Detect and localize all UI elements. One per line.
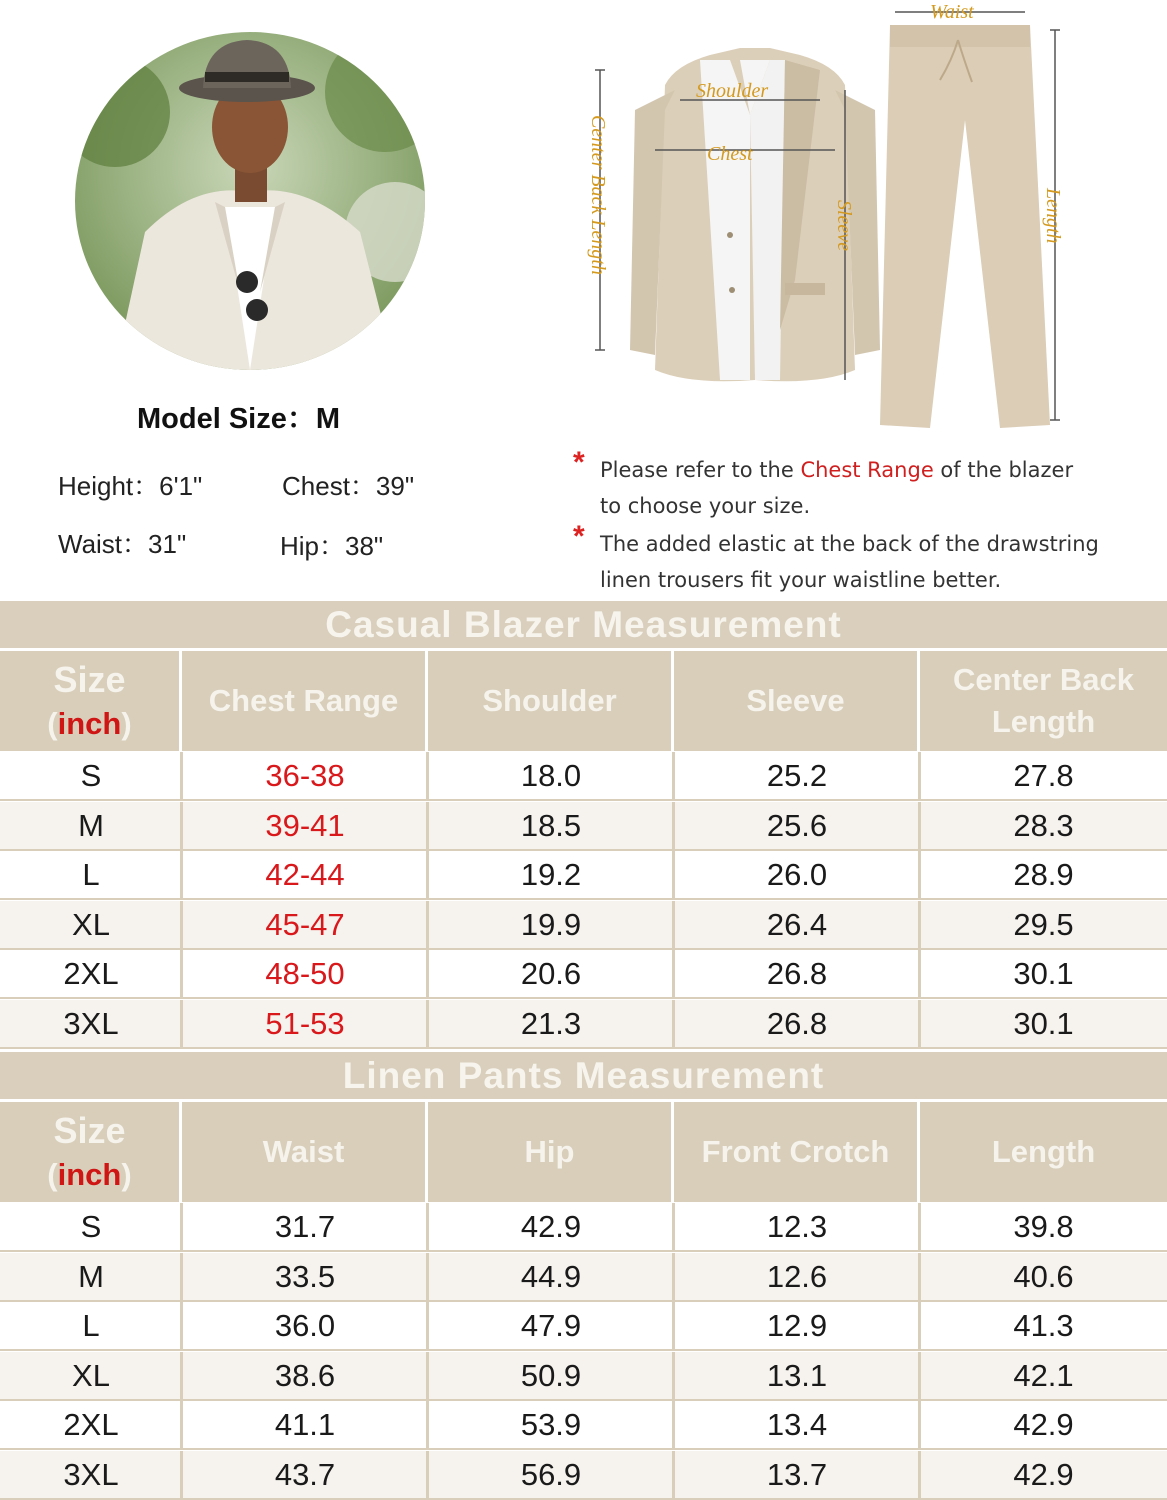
note-2-line-2: linen trousers fit your waistline better. [600, 568, 1002, 592]
pants-header-length [920, 1102, 1167, 1202]
table-row [0, 752, 1167, 801]
table-cell-cbl: 28.3 [1013, 807, 1074, 843]
diagram-center-back-length-label: Center Back Length [587, 115, 609, 275]
table-cell-length: 42.9 [1013, 1456, 1074, 1492]
column-divider [426, 901, 429, 948]
table-cell-shoulder: 18.5 [520, 807, 582, 843]
size-header-label: Size [53, 1110, 126, 1151]
unit-label [47, 1154, 131, 1196]
table-cell-waist: 38.6 [274, 1357, 336, 1393]
column-divider [426, 1302, 429, 1349]
model-photo [75, 32, 425, 370]
table-cell-cbl: 27.8 [1013, 758, 1074, 793]
table-cell-hip: 50.9 [520, 1357, 582, 1393]
table-cell-size: M [78, 1258, 104, 1294]
column-divider [672, 1302, 675, 1349]
unit-inch: inch [57, 1157, 122, 1192]
column-divider [672, 901, 675, 948]
table-cell-sleeve: 26.0 [766, 857, 828, 892]
table-cell-cbl: 28.9 [1013, 857, 1074, 892]
note-1-line-1 [600, 452, 1073, 488]
table-cell-size: 2XL [63, 1407, 119, 1442]
table-cell-crotch: 13.1 [766, 1357, 828, 1393]
column-divider [180, 1203, 183, 1250]
column-divider [180, 950, 183, 997]
table-row [0, 1203, 1167, 1252]
table-cell-length: 42.9 [1013, 1407, 1074, 1442]
unit-label [47, 703, 131, 745]
column-divider [672, 752, 675, 799]
column-divider [918, 1203, 921, 1250]
table-cell-crotch: 12.9 [766, 1308, 828, 1343]
table-cell-crotch: 13.7 [766, 1456, 828, 1492]
column-divider [426, 1203, 429, 1250]
table-cell-hip: 53.9 [520, 1407, 582, 1442]
table-cell-shoulder: 19.2 [520, 857, 582, 892]
table-cell-shoulder: 21.3 [520, 1005, 582, 1041]
column-divider [918, 752, 921, 799]
table-row [0, 950, 1167, 999]
diagram-chest-label: Chest [707, 143, 753, 165]
table-cell-hip: 42.9 [520, 1209, 582, 1244]
pants-header-front-crotch [674, 1102, 920, 1202]
header-label: Front Crotch [701, 1134, 890, 1169]
table-cell-waist: 36.0 [274, 1308, 336, 1343]
table-cell-hip: 44.9 [520, 1258, 582, 1294]
header-label: Hip [524, 1134, 575, 1169]
note-1-text: Please refer to the [600, 458, 801, 482]
table-cell-size: M [78, 807, 104, 843]
pants-size-header [0, 1102, 182, 1202]
table-row [0, 1451, 1167, 1500]
column-divider [918, 950, 921, 997]
diagram-waist-label: Waist [930, 1, 974, 23]
table-row [0, 1302, 1167, 1351]
header-label: Length [991, 1134, 1096, 1169]
table-cell-waist: 31.7 [274, 1209, 336, 1244]
blazer-header-chest-range [182, 651, 428, 751]
column-divider [672, 1451, 675, 1498]
column-divider [426, 1000, 429, 1047]
model-waist: Waist：31" [58, 529, 187, 559]
column-divider [426, 802, 429, 849]
table-cell-size: 3XL [63, 1456, 119, 1492]
column-divider [180, 851, 183, 898]
header-label: Sleeve [746, 683, 845, 718]
size-header-label: Size [53, 659, 126, 700]
table-cell-shoulder: 19.9 [520, 906, 582, 942]
diagram-length-label: Length [1042, 188, 1064, 244]
unit-inch: inch [57, 706, 122, 741]
column-divider [426, 950, 429, 997]
note-asterisk: * [573, 520, 585, 553]
column-divider [426, 752, 429, 799]
table-cell-length: 40.6 [1013, 1258, 1074, 1294]
table-cell-length: 42.1 [1013, 1357, 1074, 1393]
column-divider [180, 752, 183, 799]
blazer-header-center-back-length [920, 651, 1167, 751]
blazer-header-shoulder [428, 651, 674, 751]
column-divider [426, 1352, 429, 1399]
table-cell-waist: 33.5 [274, 1258, 336, 1294]
column-divider [426, 1401, 429, 1448]
table-cell-size: L [82, 857, 100, 892]
column-divider [180, 901, 183, 948]
column-divider [918, 1401, 921, 1448]
table-row [0, 1253, 1167, 1302]
column-divider [918, 901, 921, 948]
note-1-line-2: to choose your size. [600, 494, 811, 518]
unit-open: ( [47, 1157, 58, 1192]
table-cell-cbl: 29.5 [1013, 906, 1074, 942]
table-row [0, 851, 1167, 900]
table-cell-shoulder: 18.0 [520, 758, 582, 793]
column-divider [918, 1253, 921, 1300]
column-divider [180, 1302, 183, 1349]
table-cell-chest: 45-47 [265, 906, 345, 942]
unit-close: ) [121, 706, 132, 741]
table-cell-size: 3XL [63, 1005, 119, 1041]
column-divider [672, 950, 675, 997]
table-cell-size: L [82, 1308, 100, 1343]
garment-diagram [580, 0, 1100, 440]
note-1-highlight: Chest Range [800, 458, 934, 482]
table-cell-sleeve: 26.8 [766, 1005, 828, 1041]
table-cell-size: XL [72, 1357, 110, 1393]
table-cell-sleeve: 26.4 [766, 906, 828, 942]
header-label: Length [991, 704, 1096, 739]
table-cell-cbl: 30.1 [1013, 1005, 1074, 1041]
column-divider [180, 1253, 183, 1300]
unit-open: ( [47, 706, 58, 741]
note-asterisk: * [573, 446, 585, 479]
column-divider [672, 1401, 675, 1448]
diagram-sleeve-label: Sleeve [833, 200, 855, 252]
diagram-shoulder-label: Shoulder [696, 80, 769, 102]
column-divider [672, 851, 675, 898]
blazer-header-sleeve [674, 651, 920, 751]
table-cell-chest: 39-41 [265, 807, 345, 843]
column-divider [672, 1352, 675, 1399]
table-cell-cbl: 30.1 [1013, 956, 1074, 991]
table-cell-length: 41.3 [1013, 1308, 1074, 1343]
table-row [0, 802, 1167, 851]
column-divider [672, 1203, 675, 1250]
table-cell-crotch: 12.3 [766, 1209, 828, 1244]
header-label: Waist [262, 1134, 345, 1169]
note-1-text-end: of the blazer [933, 458, 1074, 482]
model-height: Height：6'1" [58, 471, 203, 501]
column-divider [180, 1401, 183, 1448]
garment-illustration [580, 0, 1100, 440]
table-cell-chest: 51-53 [265, 1005, 345, 1041]
blazer-size-header [0, 651, 182, 751]
table-cell-chest: 48-50 [265, 956, 345, 991]
table-cell-sleeve: 26.8 [766, 956, 828, 991]
blazer-table-title [0, 601, 1167, 648]
table-cell-hip: 47.9 [520, 1308, 582, 1343]
model-size-label: Model Size：M [137, 403, 341, 435]
column-divider [918, 1352, 921, 1399]
header-label: Center Back [953, 662, 1134, 697]
table-cell-size: XL [72, 906, 110, 942]
column-divider [426, 1253, 429, 1300]
table-row [0, 1401, 1167, 1450]
column-divider [426, 851, 429, 898]
header-label: Shoulder [482, 683, 617, 718]
table-cell-sleeve: 25.6 [766, 807, 828, 843]
column-divider [672, 1000, 675, 1047]
table-cell-size: 2XL [63, 956, 119, 991]
column-divider [918, 851, 921, 898]
column-divider [918, 1000, 921, 1047]
column-divider [180, 802, 183, 849]
table-cell-crotch: 12.6 [766, 1258, 828, 1294]
column-divider [918, 802, 921, 849]
model-photo-illustration [75, 32, 425, 370]
table-cell-waist: 41.1 [274, 1407, 336, 1442]
model-chest: Chest：39" [282, 471, 415, 501]
column-divider [180, 1451, 183, 1498]
column-divider [672, 1253, 675, 1300]
table-cell-chest: 36-38 [265, 758, 345, 793]
table-cell-size: S [80, 1209, 102, 1244]
table-row [0, 1352, 1167, 1401]
table-cell-chest: 42-44 [265, 857, 345, 892]
pants-header-waist [182, 1102, 428, 1202]
table-row [0, 1000, 1167, 1049]
table-cell-shoulder: 20.6 [520, 956, 582, 991]
table-cell-sleeve: 25.2 [766, 758, 828, 793]
pants-header-hip [428, 1102, 674, 1202]
column-divider [672, 802, 675, 849]
column-divider [180, 1352, 183, 1399]
model-hip: Hip：38" [280, 531, 384, 561]
column-divider [918, 1451, 921, 1498]
table-cell-hip: 56.9 [520, 1456, 582, 1492]
header-label: Chest Range [208, 683, 399, 718]
column-divider [180, 1000, 183, 1047]
unit-close: ) [121, 1157, 132, 1192]
table-cell-crotch: 13.4 [766, 1407, 828, 1442]
blazer-table-title-text: Casual Blazer Measurement [325, 604, 842, 645]
column-divider [918, 1302, 921, 1349]
table-cell-size: S [80, 758, 102, 793]
table-cell-length: 39.8 [1013, 1209, 1074, 1244]
pants-table-title-text: Linen Pants Measurement [342, 1055, 825, 1096]
column-divider [426, 1451, 429, 1498]
table-row [0, 901, 1167, 950]
table-cell-waist: 43.7 [274, 1456, 336, 1492]
note-2-line-1: The added elastic at the back of the drawstring [600, 532, 1099, 556]
pants-table-title [0, 1052, 1167, 1099]
